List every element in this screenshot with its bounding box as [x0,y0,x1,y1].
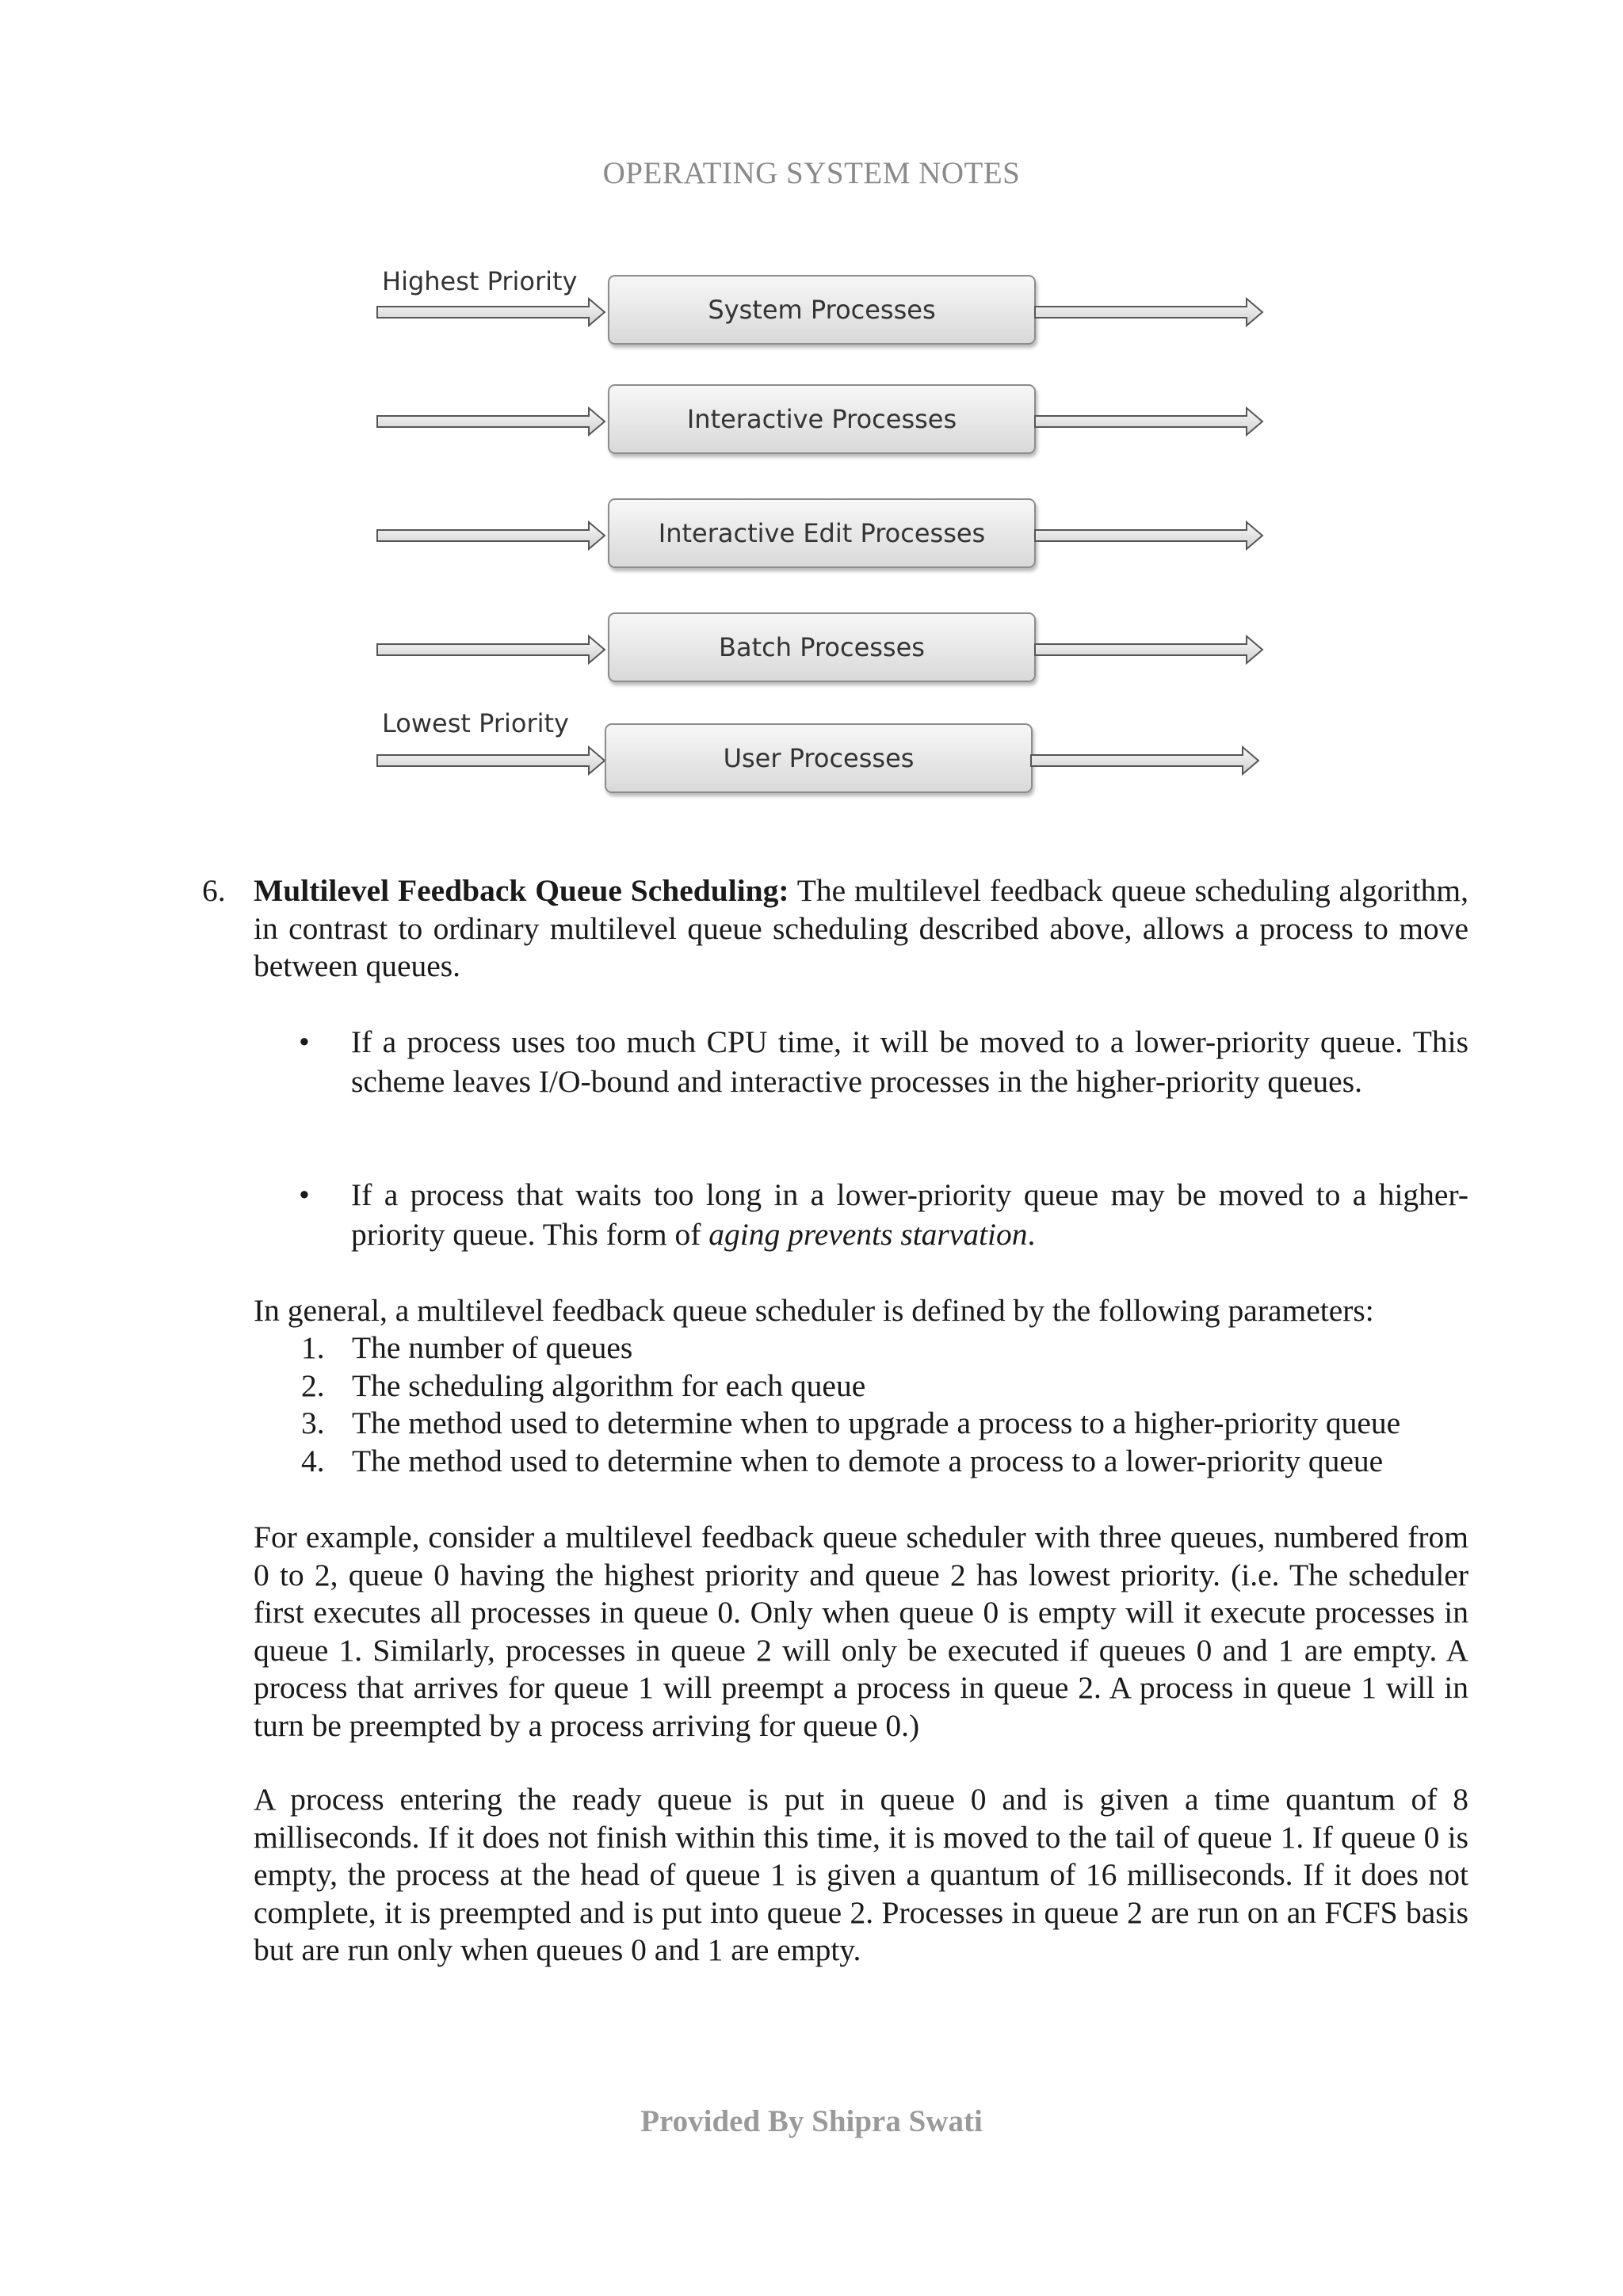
section-title: Multilevel Feedback Queue Scheduling: [254,873,789,908]
section-number: 6. [202,873,226,908]
arrow-out-icon [1034,296,1264,328]
section-intro-paragraph [254,872,1468,986]
priority-queue-diagram [372,261,1284,808]
list-text: The method used to determine when to demote a process to a lower-priority queue [352,1443,1384,1478]
list-item [301,1405,1400,1443]
arrow-in-icon [376,406,606,437]
arrow-in-icon [376,520,606,551]
arrow-out-icon [1034,406,1264,437]
page-footer: Provided By Shipra Swati [640,2104,983,2138]
arrow-out-icon [1030,745,1260,776]
list-number: 1. [301,1330,325,1365]
queue-box-batch: Batch Processes [608,612,1036,682]
arrow-out-icon [1034,520,1264,551]
list-text: The method used to determine when to upgrade a process to a higher-priority queue [352,1405,1401,1440]
queue-box-user: User Processes [605,723,1033,793]
list-item [301,1443,1400,1481]
bullet-text [351,1175,1468,1254]
arrow-in-icon [376,745,606,776]
arrow-out-icon [1034,634,1264,666]
bullet-marker: • [299,1177,310,1212]
bullet-text: If a process uses too much CPU time, it will be moved to a lower-priority queue. This scheme leaves I/O-bound and interactive processes in the higher-priority queues. [351,1024,1468,1099]
quantum-paragraph: A process entering the ready queue is put in queue 0 and is given a time quantum of 8 milliseconds. If it does not finish within this time, it is moved to the tail of queue 1. If queue 0 is empty, the process at the head of queue 1 is given a quantum of 16 milliseconds. If it does not complete, it is preempted and is put into queue 2. Processes in queue 2 are run on an FCFS basis but are run only when queues 0 and 1 are empty. [254,1782,1468,1967]
queue-box-system: System Processes [608,275,1036,345]
arrow-in-icon [376,634,606,666]
page-header: OPERATING SYSTEM NOTES [602,156,1021,190]
list-item [301,1329,1400,1367]
highest-priority-label: Highest Priority [382,266,578,296]
queue-box-interactive-edit: Interactive Edit Processes [608,498,1036,568]
lowest-priority-label: Lowest Priority [382,708,569,738]
queue-box-interactive: Interactive Processes [608,384,1036,454]
bullet-marker: • [299,1024,310,1059]
section-intro-text: The multilevel feedback queue scheduling algorithm, in contrast to ordinary multilevel queue scheduling described above, allows a process to move between queues. [254,873,1469,983]
list-item [301,1367,1400,1405]
list-number: 3. [301,1405,325,1440]
list-text: The scheduling algorithm for each queue [352,1367,866,1403]
bullet-item [300,1175,1468,1254]
list-text: The number of queues [352,1330,633,1365]
params-intro: In general, a multilevel feedback queue scheduler is defined by the following parameters: [254,1293,1374,1328]
bullet-text-part: If a process that waits too long in a lower-priority queue may be moved to a higher-priority queue. This form of [351,1177,1468,1252]
emphasis-text: aging prevents starvation [708,1217,1028,1252]
arrow-in-icon [376,296,606,328]
bullet-item [300,1022,1468,1101]
example-paragraph: For example, consider a multilevel feedback queue scheduler with three queues, numbered from 0 to 2, queue 0 having the highest priority and queue 2 has lowest priority. (i.e. The scheduler first executes all processes in queue 0. Only when queue 0 is empty will it execute processes in queue 1. Similarly, processes in queue 2 will only be executed if queues 0 and 1 are empty. A process that arrives for queue 1 will preempt a process in queue 2. A process in queue 1 will in turn be preempted by a process arriving for queue 0.) [254,1520,1468,1743]
list-number: 2. [301,1367,325,1403]
params-list [301,1329,1400,1480]
bullet-text-part: . [1027,1217,1036,1252]
list-number: 4. [301,1443,325,1478]
